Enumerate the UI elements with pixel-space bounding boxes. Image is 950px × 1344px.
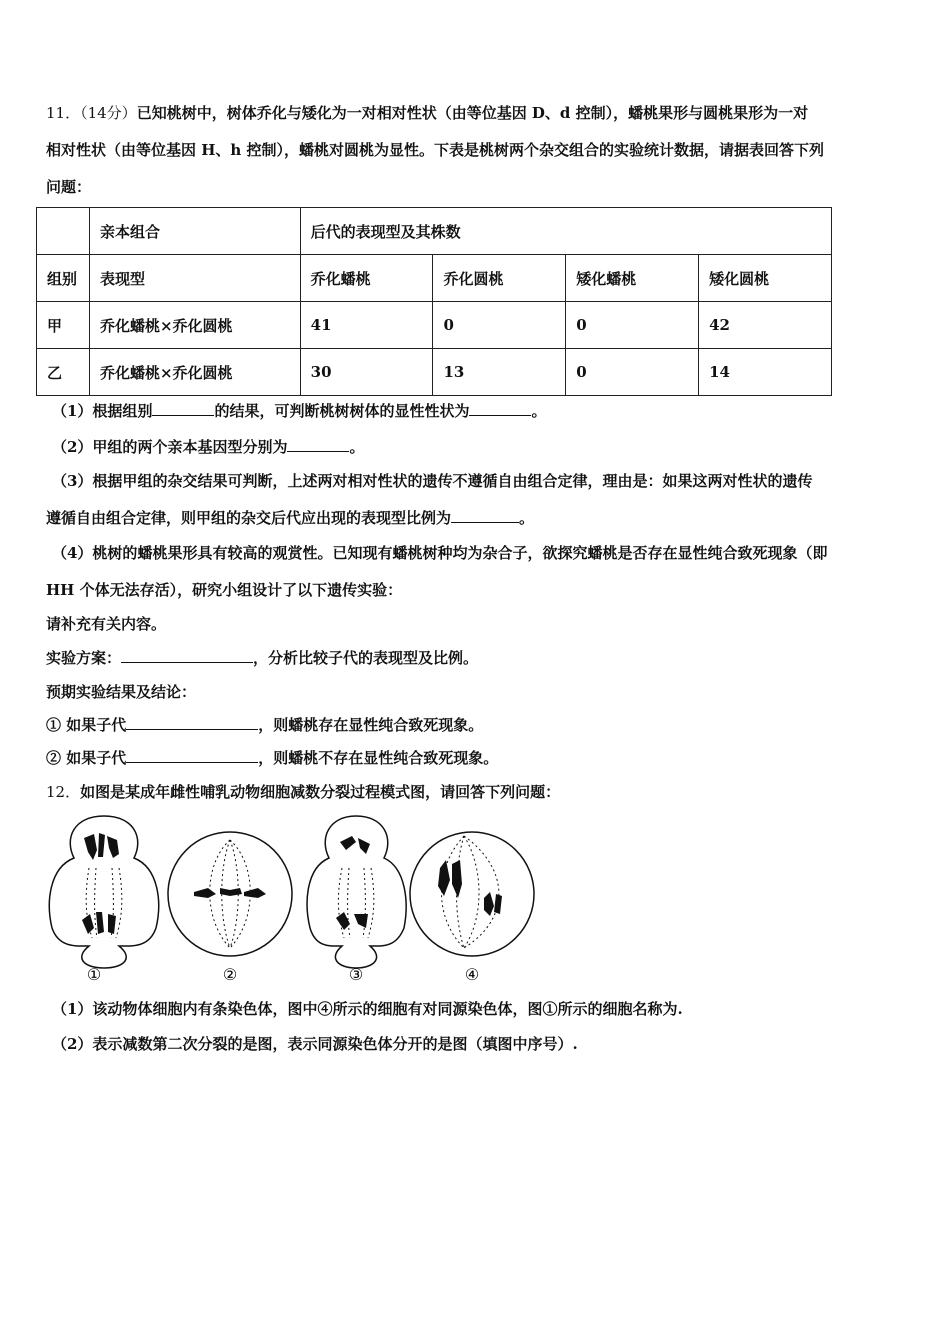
text: ，则蟠桃存在显性纯合致死现象。 [258, 716, 484, 734]
text: 遵循自由组合定律，则甲组的杂交后代应出现的表现型比例为 [46, 509, 452, 527]
q11-sub2 [52, 437, 364, 457]
q11-stem-3: 问题： [46, 178, 92, 196]
table-row [37, 349, 832, 396]
answer-blank[interactable] [126, 715, 258, 730]
table-cell: 0 [566, 349, 699, 396]
figure-label-4: ④ [464, 965, 480, 984]
answer-blank[interactable] [451, 508, 519, 523]
table-cell: 乙 [37, 349, 90, 396]
text: ，分析比较子代的表现型及比例。 [253, 649, 479, 667]
answer-blank[interactable] [469, 401, 531, 416]
figure-label-3: ③ [348, 965, 364, 984]
table-cell: 乔化蟠桃 [300, 255, 433, 302]
text: 的结果，可判断桃树树体的显性性状为 [214, 402, 470, 420]
table-cell [37, 208, 90, 255]
q11-sub3-line2 [46, 508, 534, 528]
cell-1-diagram [49, 816, 158, 968]
table-cell: 亲本组合 [89, 208, 300, 255]
table-header-row-2 [37, 255, 832, 302]
table-cell: 30 [300, 349, 433, 396]
table-row [37, 302, 832, 349]
text: （1）根据组别 [52, 402, 153, 420]
table-cell: 矮化蟠桃 [566, 255, 699, 302]
table-cell: 乔化蟠桃×乔化圆桃 [89, 302, 300, 349]
q11-line1 [46, 103, 808, 123]
q11-plan [46, 648, 478, 668]
text: ，则蟠桃不存在显性纯合致死现象。 [258, 749, 499, 767]
table-cell: 甲 [37, 302, 90, 349]
table-cell: 41 [300, 302, 433, 349]
table-cell: 后代的表现型及其株数 [300, 208, 831, 255]
q11-stem-1: 已知桃树中，树体乔化与矮化为一对相对性状（由等位基因 D、d 控制），蟠桃果形与圆桃果形为一对 [136, 104, 809, 122]
text: ① 如果子代 [46, 716, 127, 734]
q11-sub4-line1: （4）桃树的蟠桃果形具有较高的观赏性。已知现有蟠桃树种均为杂合子，欲探究蟠桃是否存在显性纯合致死现象（即 [52, 544, 828, 562]
cell-3-diagram [307, 816, 406, 968]
table-cell: 表现型 [89, 255, 300, 302]
text: 。 [519, 509, 535, 527]
cell-2-diagram [168, 832, 292, 956]
answer-blank[interactable] [126, 748, 258, 763]
table-cell: 乔化蟠桃×乔化圆桃 [89, 349, 300, 396]
q11-result-2 [46, 748, 498, 768]
q11-sub1 [52, 401, 546, 421]
q11-result-1 [46, 715, 483, 735]
cell-4-diagram [410, 832, 534, 956]
q12-intro [46, 782, 560, 802]
q12-stem: 如图是某成年雌性哺乳动物细胞减数分裂过程模式图，请回答下列问题： [80, 783, 561, 801]
table-cell: 矮化圆桃 [699, 255, 832, 302]
q12-sub2: （2）表示减数第二次分裂的是图，表示同源染色体分开的是图（填图中序号）. [52, 1035, 578, 1053]
answer-blank[interactable] [121, 648, 253, 663]
text: 实验方案： [46, 649, 122, 667]
text: （2）甲组的两个亲本基因型分别为 [52, 438, 288, 456]
q12-sub1: （1）该动物体细胞内有条染色体，图中④所示的细胞有对同源染色体，图①所示的细胞名称为. [52, 1000, 683, 1018]
q11-sub3-line1: （3）根据甲组的杂交结果可判断，上述两对相对性状的遗传不遵循自由组合定律，理由是：如果这两对性状的遗传 [52, 472, 813, 490]
q12-number: 12． [46, 783, 81, 801]
figure-label-2: ② [222, 965, 238, 984]
meiosis-figure [44, 808, 544, 984]
text: ② 如果子代 [46, 749, 127, 767]
q11-stem-2: 相对性状（由等位基因 H、h 控制），蟠桃对圆桃为显性。下表是桃树两个杂交组合的实验统计数据，请据表回答下列 [46, 141, 825, 159]
q11-number: 11． [46, 104, 81, 122]
table-cell: 0 [433, 302, 566, 349]
q11-score: （14分） [80, 104, 137, 122]
table-cell: 组别 [37, 255, 90, 302]
figure-label-1: ① [86, 965, 102, 984]
text: 。 [531, 402, 547, 420]
text: 。 [349, 438, 365, 456]
answer-blank[interactable] [287, 437, 349, 452]
cross-data-table [36, 207, 832, 396]
table-cell: 14 [699, 349, 832, 396]
q11-sub4-line3: 请补充有关内容。 [46, 615, 167, 633]
table-header-row-1 [37, 208, 832, 255]
q11-expect: 预期实验结果及结论： [46, 683, 197, 701]
table-cell: 42 [699, 302, 832, 349]
q11-sub4-line2: HH 个体无法存活），研究小组设计了以下遗传实验： [46, 581, 403, 599]
table-cell: 13 [433, 349, 566, 396]
table-cell: 0 [566, 302, 699, 349]
answer-blank[interactable] [152, 401, 214, 416]
table-cell: 乔化圆桃 [433, 255, 566, 302]
